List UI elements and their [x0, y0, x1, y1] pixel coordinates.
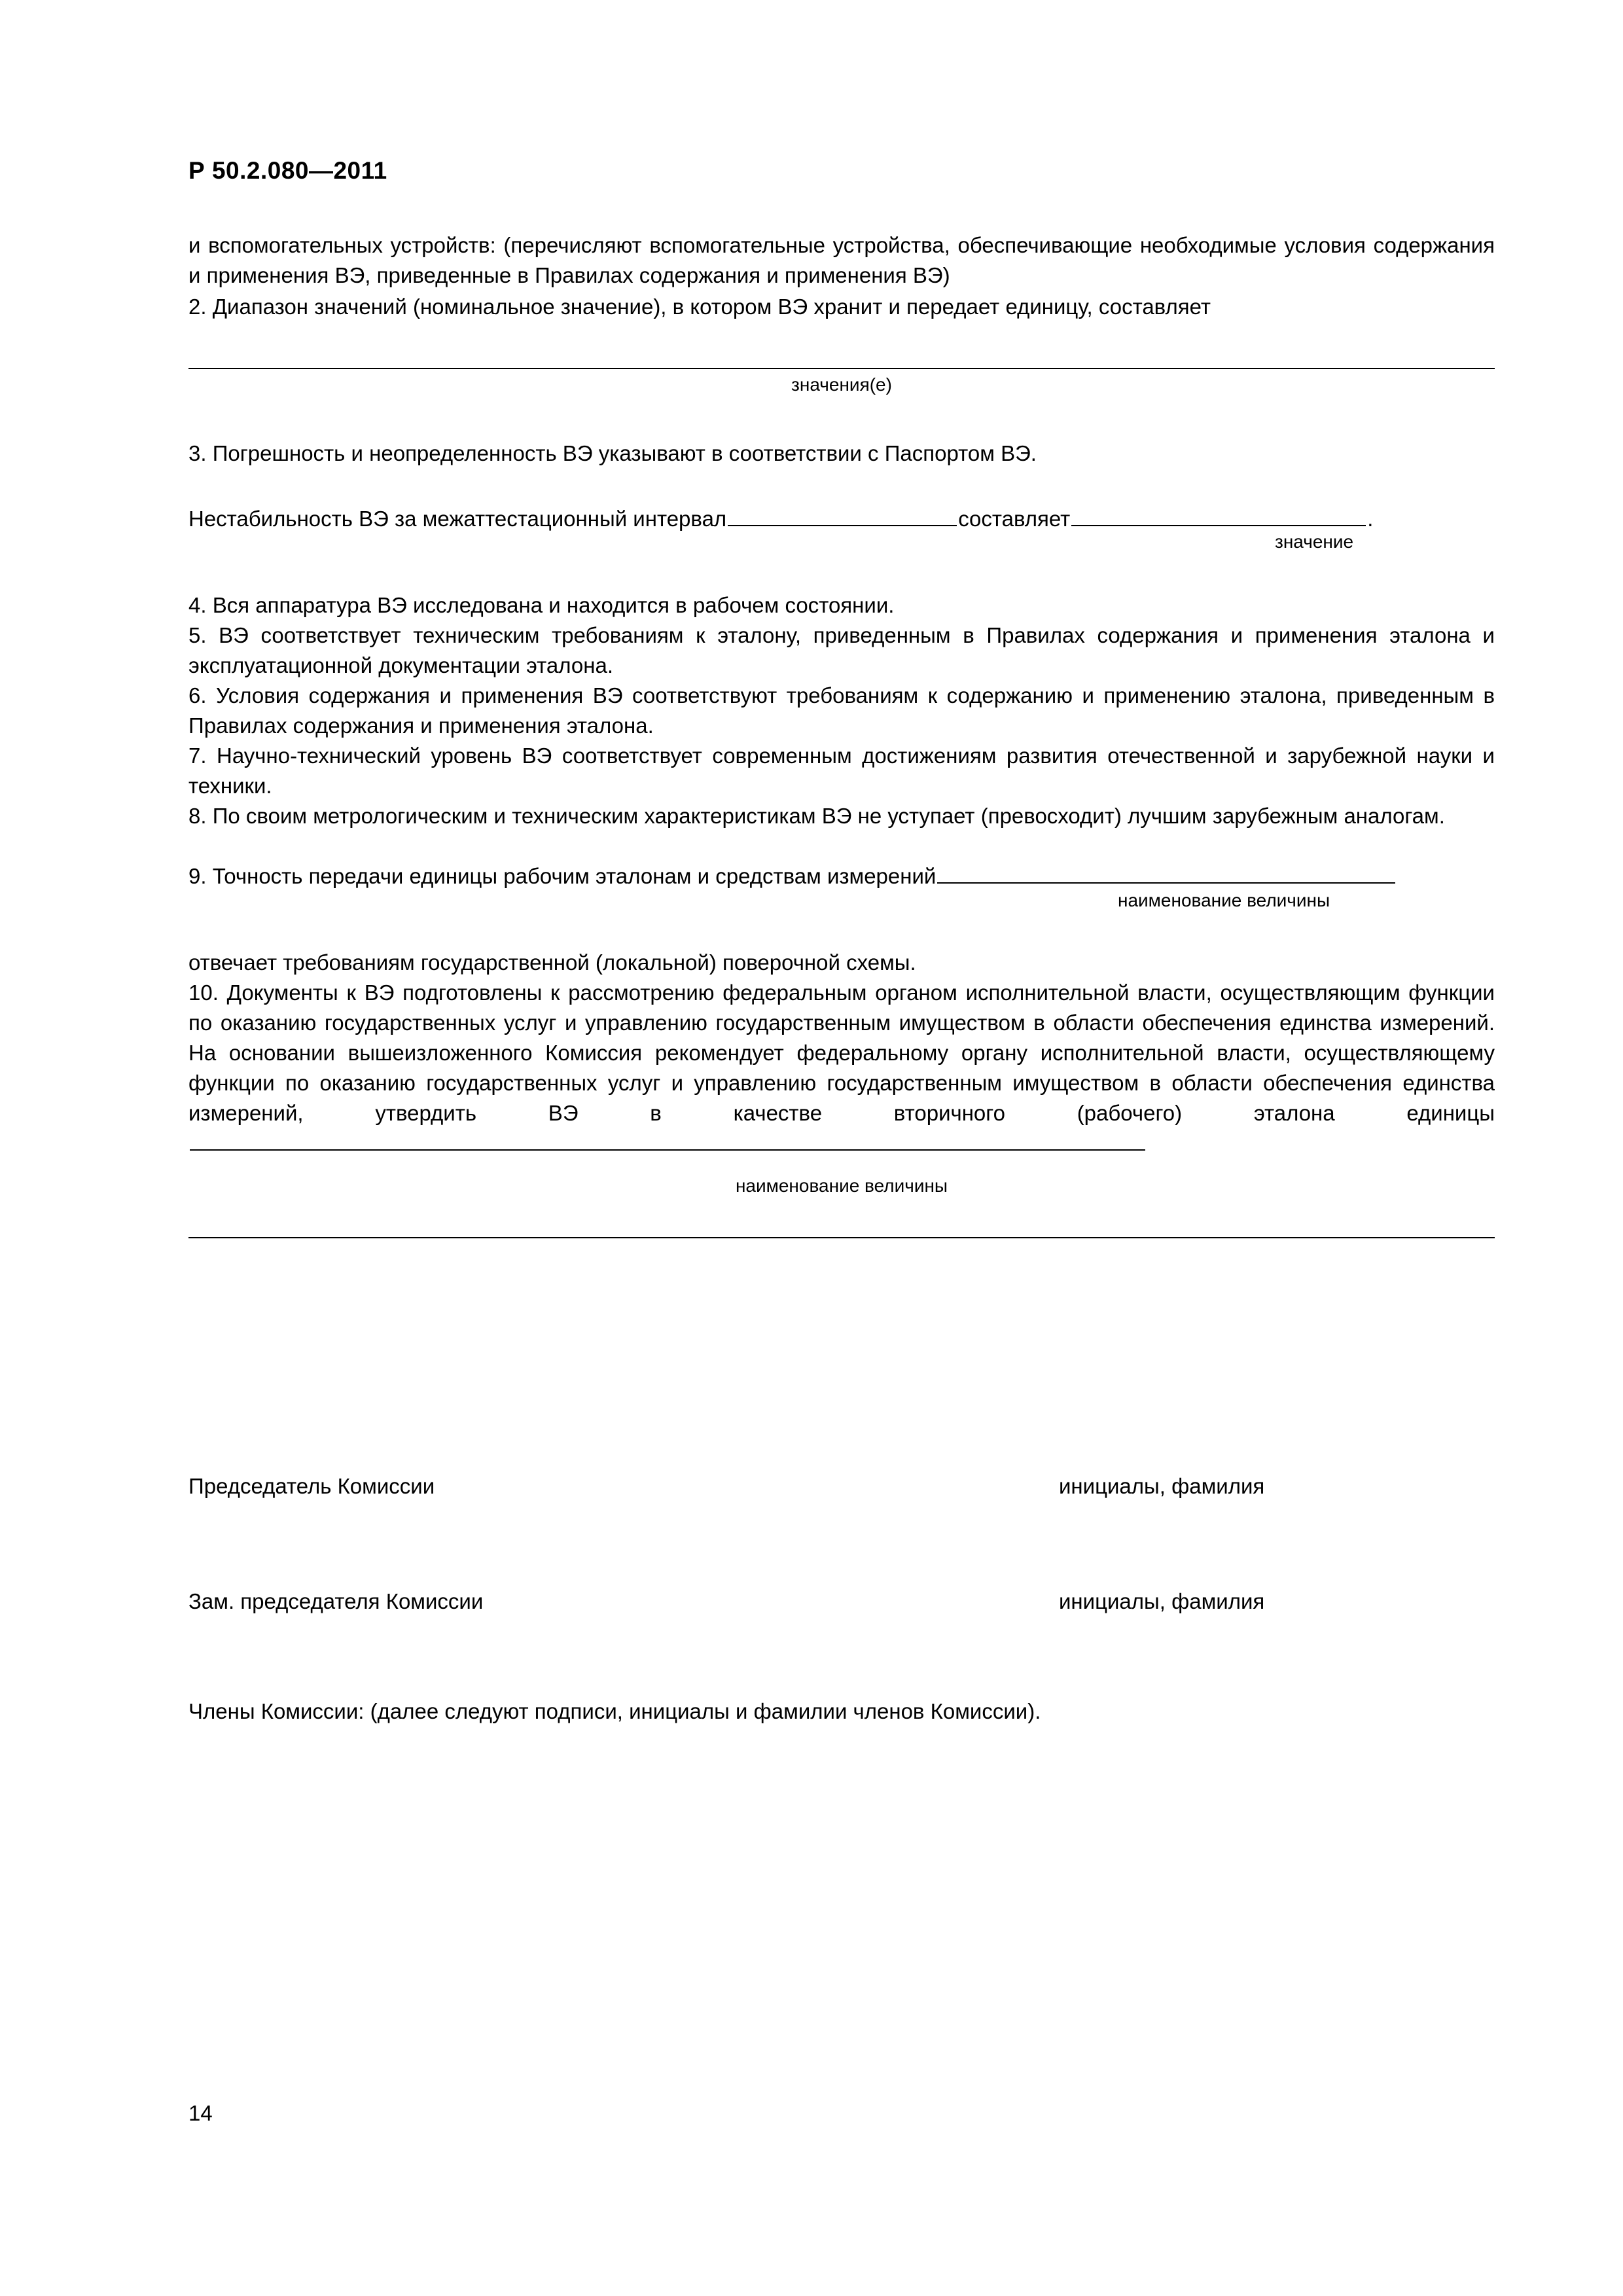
- paragraph-item-5: 5. ВЭ соответствует техническим требованиям к эталону, приведенным в Правилах содержания и применения эталона и эксплуатационной документации эталона.: [188, 623, 1495, 677]
- paragraph-item-7: 7. Научно-технический уровень ВЭ соответствует современным достижениям развития отечественной и зарубежной науки и техники.: [188, 744, 1495, 798]
- paragraph-item-4: 4. Вся аппаратура ВЭ исследована и находится в рабочем состоянии.: [188, 593, 895, 617]
- document-standard-number: Р 50.2.080—2011: [188, 157, 387, 184]
- fill-in-rule-instability-value[interactable]: [1071, 505, 1366, 526]
- instability-text-2: составляет: [958, 507, 1071, 531]
- paragraph-item-6: 6. Условия содержания и применения ВЭ соответствуют требованиям к содержанию и применению эталона, приведенным в Правилах содержания и применения эталона.: [188, 683, 1495, 738]
- fill-in-rule-values[interactable]: [188, 368, 1495, 369]
- item-10-text: 10. Документы к ВЭ подготовлены к рассмотрению федеральным органом исполнительной власти, осуществляющим функции по оказанию государственных услуг и управлению государственным имуществом в области обеспечения единства измерений. На основании вышеизложенного Комиссия рекомендует федеральному органу исполнительной власти, осуществляющему функции по оказанию государственных услуг и управлению государственным имуществом в области обеспечения единства измерений, утвердить ВЭ в качестве вторичного (рабочего) эталона единицы: [188, 980, 1495, 1125]
- paragraph-intro: и вспомогательных устройств: (перечисляют вспомогательные устройства, обеспечивающие необходимые условия содержания и применения ВЭ, приведенные в Правилах содержания и применения ВЭ): [188, 233, 1495, 287]
- signature-name-vice-chairman: инициалы, фамилия: [1059, 1589, 1265, 1613]
- fill-in-rule-interval[interactable]: [728, 505, 957, 526]
- instability-text-end: .: [1367, 507, 1374, 531]
- caption-value: значение: [1275, 531, 1354, 552]
- paragraph-item-10: [188, 978, 1495, 1158]
- members-note: Члены Комиссии: (далее следуют подписи, инициалы и фамилии членов Комиссии).: [188, 1699, 1041, 1723]
- signature-role-chairman: Председатель Комиссии: [188, 1474, 435, 1498]
- signature-name-chairman: инициалы, фамилия: [1059, 1474, 1265, 1498]
- fill-in-rule-blank[interactable]: [188, 1237, 1495, 1238]
- page-number: 14: [188, 2101, 213, 2125]
- caption-quantity-name-2: наименование величины: [735, 1175, 948, 1196]
- paragraph-instability: [188, 504, 1495, 534]
- fill-in-rule-quantity-name-1[interactable]: [937, 863, 1395, 884]
- paragraph-item-2: 2. Диапазон значений (номинальное значение), в котором ВЭ хранит и передает единицу, составляет: [188, 295, 1211, 319]
- paragraph-item-3: 3. Погрешность и неопределенность ВЭ указывают в соответствии с Паспортом ВЭ.: [188, 441, 1037, 465]
- caption-values: значения(е): [791, 374, 892, 395]
- signature-row-chairman: [188, 1474, 1495, 1499]
- paragraph-item-9-cont: отвечает требованиям государственной (локальной) поверочной схемы.: [188, 950, 916, 975]
- paragraph-item-8: 8. По своим метрологическим и техническим характеристикам ВЭ не уступает (превосходит) лучшим зарубежным аналогам.: [188, 804, 1445, 828]
- fill-in-rule-quantity-name-2[interactable]: [190, 1130, 1145, 1151]
- signature-role-vice-chairman: Зам. председателя Комиссии: [188, 1589, 484, 1613]
- item-9-text: 9. Точность передачи единицы рабочим эталонам и средствам измерений: [188, 864, 936, 888]
- paragraph-item-9: [188, 861, 1495, 891]
- instability-text-1: Нестабильность ВЭ за межаттестационный интервал: [188, 507, 727, 531]
- caption-quantity-name-1: наименование величины: [1118, 890, 1330, 910]
- signature-row-vice-chairman: [188, 1589, 1495, 1614]
